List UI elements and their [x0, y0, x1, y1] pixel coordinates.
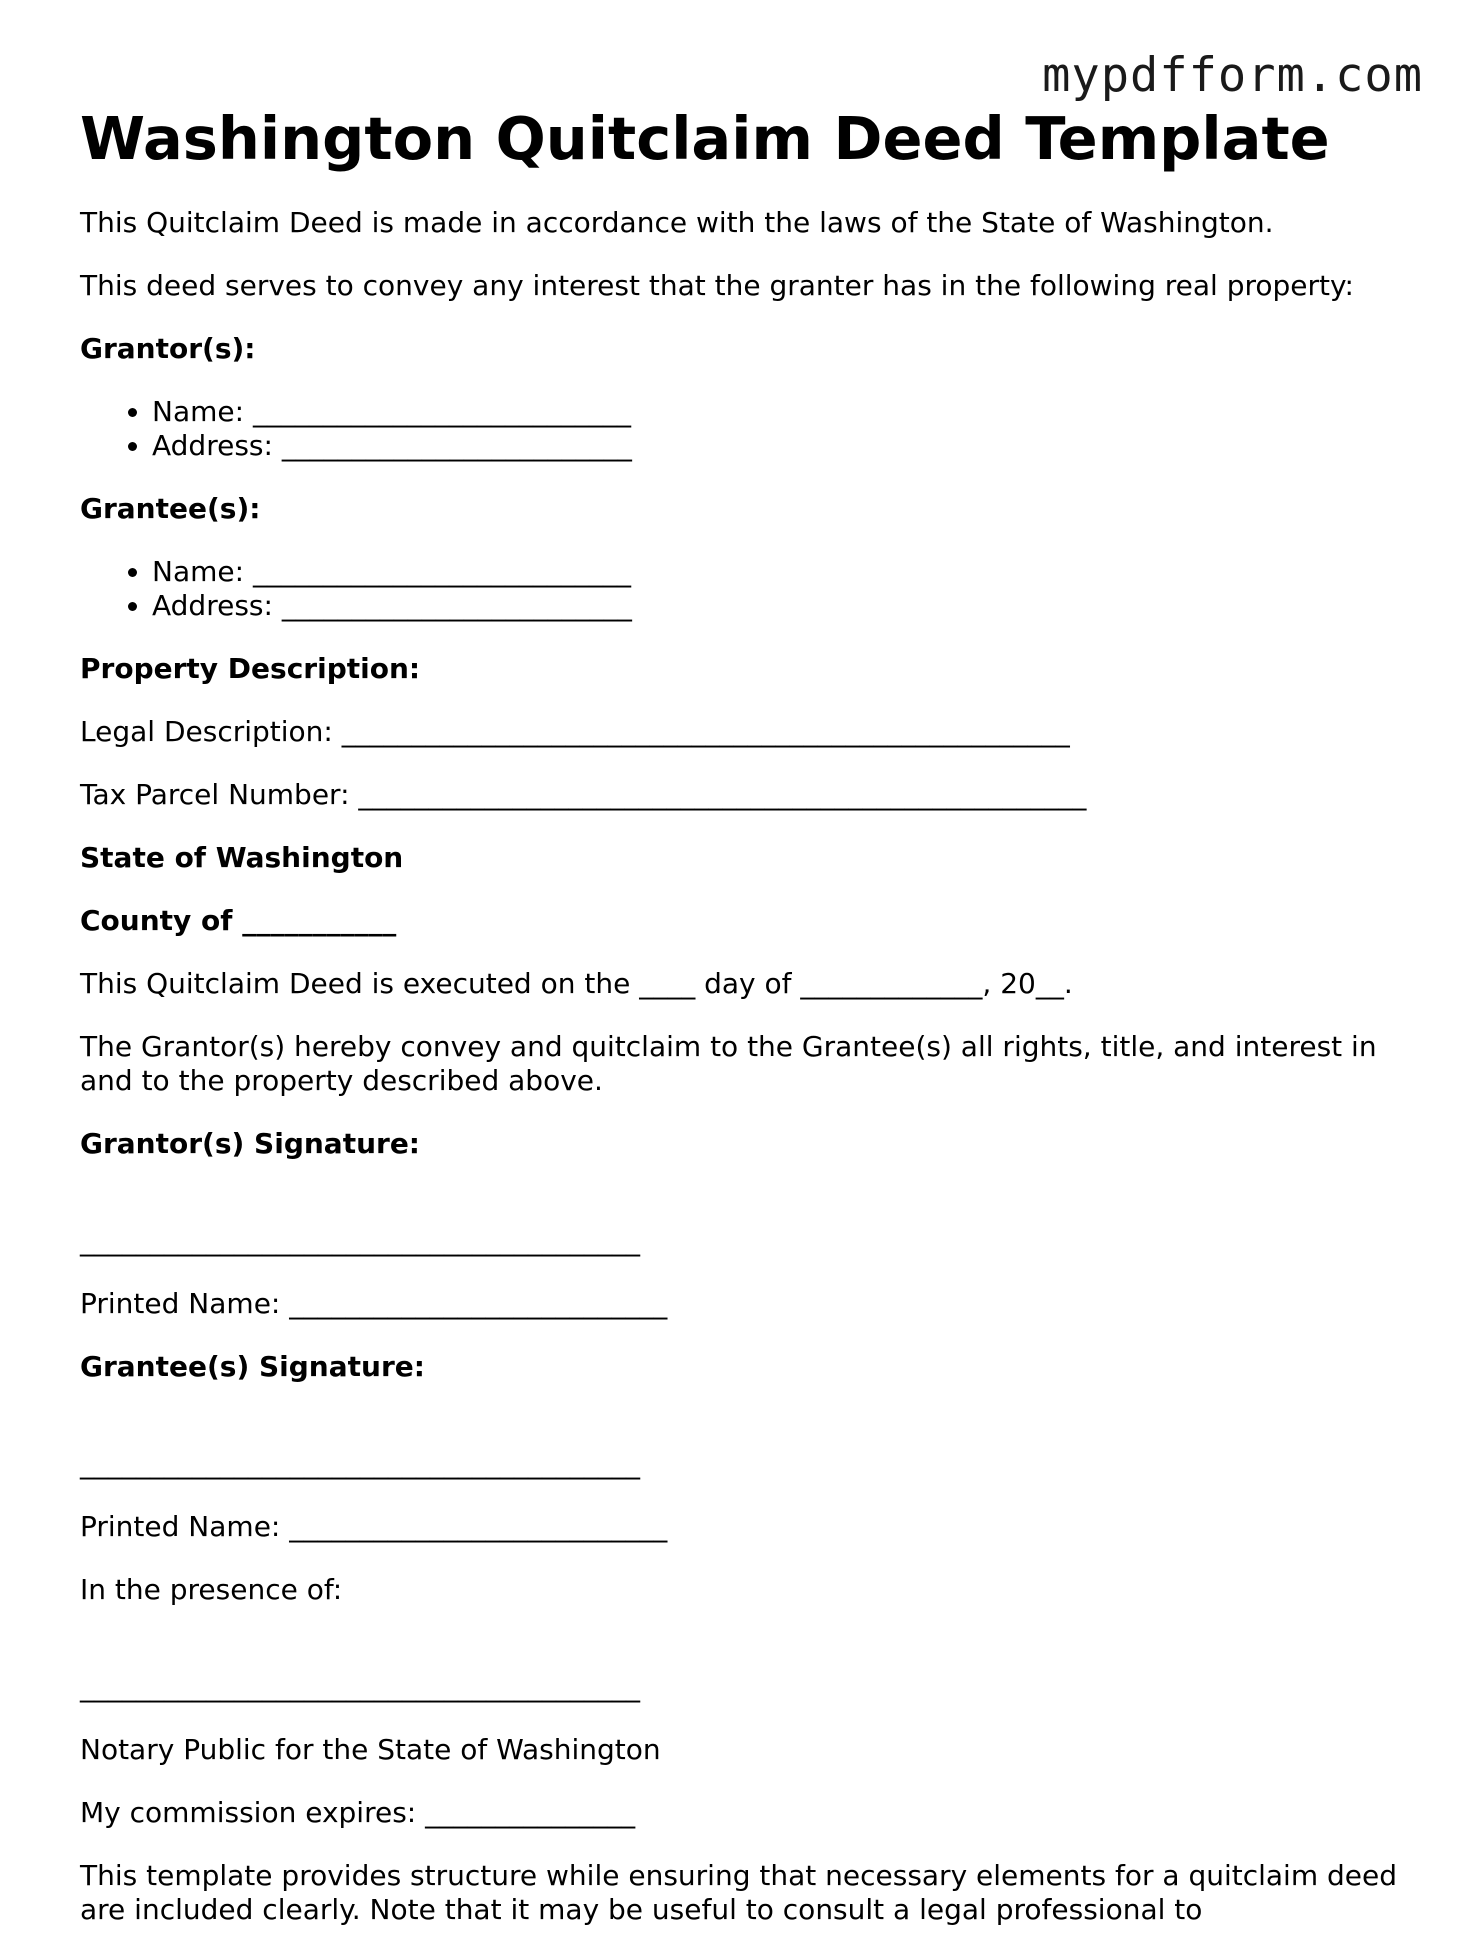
- grantee-heading: Grantee(s):: [80, 491, 261, 525]
- grantee-printed-name-field: Printed Name: ___________________________: [80, 1509, 668, 1543]
- watermark: mypdfform.com: [1042, 48, 1423, 103]
- grantor-address-field: • Address: _________________________: [152, 429, 1400, 463]
- county-heading: County of ___________: [80, 903, 397, 937]
- grantee-name-field: • Name: ___________________________: [152, 555, 1400, 589]
- document-page: [80, 96, 1400, 1956]
- notary-label: Notary Public for the State of Washington: [80, 1732, 661, 1766]
- witness-signature-line: ________________________________________: [80, 1669, 640, 1703]
- grantor-heading: Grantor(s):: [80, 331, 256, 365]
- intro-line-2: This deed serves to convey any interest that the granter has in the following real property:: [80, 268, 1354, 302]
- grantee-address-field: • Address: _________________________: [152, 589, 1400, 623]
- property-heading: Property Description:: [80, 651, 421, 685]
- grantor-list: [80, 395, 1400, 463]
- grantor-signature-heading: Grantor(s) Signature:: [80, 1126, 421, 1160]
- grantor-name-field: • Name: ___________________________: [152, 395, 1400, 429]
- witness-label: In the presence of:: [80, 1572, 343, 1606]
- grantee-signature-heading: Grantee(s) Signature:: [80, 1349, 425, 1383]
- conveyance-paragraph: The Grantor(s) hereby convey and quitclaim to the Grantee(s) all rights, title, and interest in and to the property described above.: [80, 1029, 1377, 1097]
- state-heading: State of Washington: [80, 840, 404, 874]
- commission-expiry-field: My commission expires: _______________: [80, 1795, 636, 1829]
- legal-description-field: Legal Description: ____________________________________________________: [80, 714, 1070, 748]
- page-title: Washington Quitclaim Deed Template: [80, 104, 1330, 173]
- grantee-list: [80, 555, 1400, 623]
- grantor-signature-line: ________________________________________: [80, 1223, 640, 1257]
- grantor-printed-name-field: Printed Name: ___________________________: [80, 1286, 668, 1320]
- closing-paragraph: This template provides structure while ensuring that necessary elements for a quitclaim deed are included clearly. Note that it may be useful to consult a legal professional to: [80, 1858, 1398, 1926]
- tax-parcel-field: Tax Parcel Number: ____________________________________________________: [80, 777, 1087, 811]
- execution-date-line: This Quitclaim Deed is executed on the ____ day of _____________, 20__.: [80, 966, 1073, 1000]
- intro-line-1: This Quitclaim Deed is made in accordance with the laws of the State of Washington.: [80, 205, 1274, 239]
- grantee-signature-line: ________________________________________: [80, 1446, 640, 1480]
